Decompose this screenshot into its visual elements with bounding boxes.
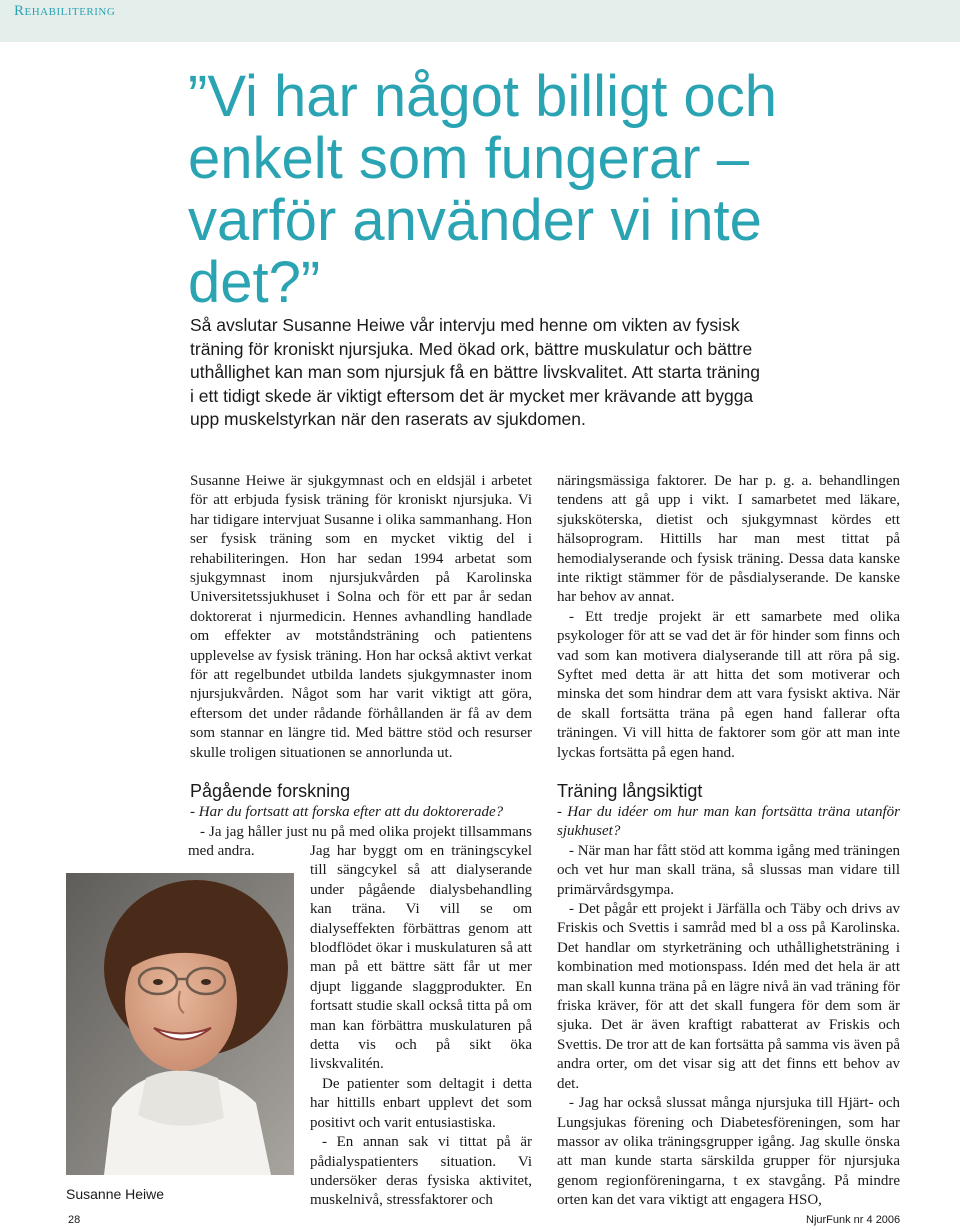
headline: ”Vi har något billigt och enkelt som fungerar – varför använder vi inte det?” (188, 64, 777, 315)
psychology-paragraph: - Ett tredje projekt är ett samarbete med olika psykologer för att se vad det är för hinder som finns och vad som kan motivera dialyserande till att röra på sig. Syftet med detta är att hitta det som motiverar och minska det som hindrar dem att vara fysiskt aktiva. När de skall fortsätta träna på egen hand fallerar ofta träningen. Vi vill hitta de faktorer som gör att man inte lyckas fortsätta på egen hand. (557, 608, 900, 761)
intro-paragraph: Susanne Heiwe är sjukgymnast och en eldsjäl i arbetet för att erbjuda fysisk träning för kroniskt njursjuka. Vi har tidigare intervjuat Susanne i olika sammanhang. Hon ser fysisk träning som en mycket viktig del i rehabiliteringen. Hon har sedan 1994 arbetat som sjukgymnast inom njursjukvården på Karolinska Universitetssjukhuset i Solna och för ett par år sedan doktorerat i njurmedicin. Hennes avhandling handlade om effekter av motståndsträning och patientens upplevelse av fysisk träning. Hon har också aktivt verkat för att regelbundet utbilda landets sjukgymnaster inom njursjukvården. Något som har varit viktigt att göra, eftersom det under rådande förhållanden är få av dem som stannar en längre tid. Med bättre stöd och resurser skulle troligen situationen se annorlunda ut. (190, 473, 532, 761)
question-text: - Har du fortsatt att forska efter att du doktorerade? (190, 804, 504, 820)
photo-caption: Susanne Heiwe (66, 1186, 165, 1202)
section-label: Rehabilitering (14, 3, 116, 19)
research-answer-wrap (310, 842, 532, 1211)
bike-paragraph: Jag har byggt om en träningscykel till sängcykel så att dialyserande under pågående dialysbehandling kan träna. Vi vill se om dialyseffekten förbättras genom att blodflödet ökar i muskulaturen så att man på ett bättre sätt får ut mer djupt liggande slaggprodukter. En fortsatt studie skall också titta på om man kan förbättra muskulaturen på detta vis och på sikt öka livskvalitén. (310, 843, 532, 1073)
project-paragraph: - Det pågår ett projekt i Järfälla och Täby och drivs av Friskis och Svettis i samråd med bl a oss på Karolinska. Det handlar om styrketräning och uthållighetsträning i kombination med motionspass. Idén med det hela är att man skall kunna träna på en lägre nivå än vad träning för friska kräver, för att det skall fungera för dem som är sjuka. Det är även kraftigt rabatterat av Friskis och Svettis. De tror att de kan fortsätta på samma vis även på andra orter, om det visar sig att det finns ett behov av det. (557, 901, 900, 1092)
peritoneal-paragraph: - En annan sak vi tittat på är pådialyspatienters situation. Vi undersöker deras fysiska aktivitet, muskelnivå, stressfaktorer och (310, 1134, 532, 1209)
research-question (190, 803, 532, 822)
subheading-research: Pågående forskning (190, 781, 351, 801)
left-column-intro (190, 472, 532, 763)
right-column-bottom (557, 803, 900, 1211)
primary-care-paragraph: - När man har fått stöd att komma igång med träningen och vet hur man skall träna, så slussas man vidare till primärvårdsgympa. (557, 842, 900, 898)
subheading-training: Träning långsiktigt (557, 781, 703, 801)
portrait-illustration (66, 873, 294, 1175)
lead-paragraph: Så avslutar Susanne Heiwe vår intervju med henne om vikten av fysisk träning för kroniskt njursjuka. Med ökad ork, bättre muskulatur och bättre uthållighet kan man som njursjuk få en bättre livskvalitet. Att starta träning i ett tidigt skede är viktigt eftersom det är mycket mer krävande att bygga upp muskelstyrkan när den raserats av sjukdomen. (190, 315, 761, 429)
portrait-photo (66, 873, 294, 1175)
nutrition-paragraph: näringsmässiga faktorer. De har p. g. a. behandlingen tendens att gå upp i vikt. I samarbetet med läkare, sjuksköterska, dietist och sjukgymnast kördes ett hälsoprogram. Hittills har man mest tittat på hemodialyserande och fysisk träning. Dessa data kanske inte riktigt stämmer för de påsdialyserande. De kanske har behov av annat. (557, 473, 900, 606)
answer-start-text: - Ja jag håller just nu på med olika projekt tillsammans med andra. (188, 824, 532, 860)
page-number: 28 (68, 1214, 81, 1226)
associations-paragraph: - Jag har också slussat många njursjuka till Hjärt- och Lungsjukas förening och Diabetesföreningen, som har massor av olika träningsgrupper igång. Jag skulle önska att man kunde starta särskilda grupper för njursjuka genom regionföreningarna, t ex stavgång. På mindre orten kan det vara viktigt att engagera HSO, (557, 1095, 900, 1209)
question-text-2: - Har du idéer om hur man kan fortsätta träna utanför sjukhuset? (557, 804, 900, 840)
magazine-issue: NjurFunk nr 4 2006 (806, 1214, 901, 1226)
right-column-top (557, 472, 900, 763)
header-band (0, 0, 960, 42)
patients-paragraph: De patienter som deltagit i detta har hittills enbart upplevt det som positivt och varit entusiastiska. (310, 1075, 532, 1131)
